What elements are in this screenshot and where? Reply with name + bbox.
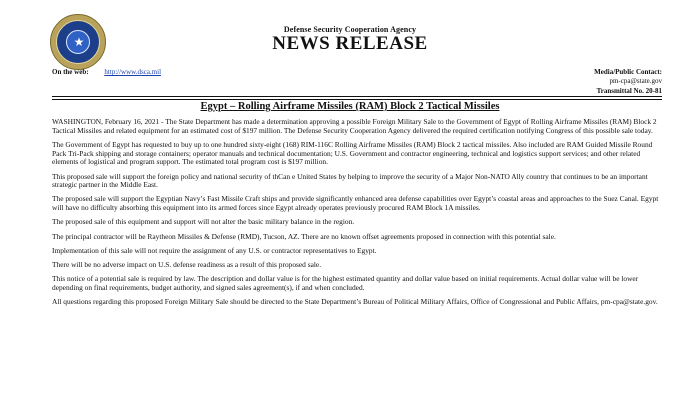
release-headline: Egypt – Rolling Airframe Missiles (RAM) Block 2 Tactical Missiles [200, 101, 500, 112]
agency-name: Defense Security Cooperation Agency [283, 25, 417, 34]
paragraph: The proposed sale of this equipment and support will not alter the basic military balance in the region. [52, 217, 355, 227]
web-line [52, 68, 161, 76]
web-link[interactable]: http://www.dsca.mil [104, 68, 162, 76]
web-label: On the web: [52, 68, 89, 76]
paragraph: There will be no adverse impact on U.S. defense readiness as a result of this proposed sale. [52, 259, 322, 269]
header-divider-thick [52, 96, 662, 97]
page-title: NEWS RELEASE [272, 33, 428, 54]
contact-label: Media/Public Contact: [594, 68, 662, 76]
paragraph: The proposed sale will support the Egyptian Navy’s Fast Missile Craft ships and provide significantly enhanced area defense capabilities over Egypt’s coastal areas and approaches to the Suez Canal. Egypt will have no difficulty absorbing this equipment into its armed forces since Egypt already operates previously procured RAM Block 1A missiles. [52, 194, 659, 213]
release-body [52, 118, 662, 312]
media-contact [594, 68, 662, 86]
contact-email[interactable]: pm-cpa@state.gov [609, 77, 662, 85]
paragraph: The principal contractor will be Raytheon Missiles & Defense (RMD), Tucson, AZ. There are no known offset agreements proposed in connection with this potential sale. [52, 231, 556, 241]
transmittal-number: Transmittal No. 20-81 [596, 87, 662, 95]
paragraph: This notice of a potential sale is required by law. The description and dollar value is for the highest estimated quantity and dollar value based on initial requirements. Actual dollar value will be lower depending on final requirements, budget authority, and signed sales agreement(s), if and when concluded. [52, 274, 639, 292]
seal-star-icon: ★ [73, 35, 85, 49]
paragraph: All questions regarding this proposed Foreign Military Sale should be directed to the State Department’s Bureau of Political Military Affairs, Office of Congressional and Public Affairs, pm-cpa@state.gov. [52, 297, 658, 307]
paragraph: The Government of Egypt has requested to buy up to one hundred sixty-eight (168) RIM-116C Rolling Airframe Missiles (RAM) Block 2 tactical missiles. Also included are RAM Guided Missile Round Pack Tri-Pack shipping and storage containers; operator manuals and technical documentation; U.S. Government and contractor engineering, technical and logistics support services; and other related elements of logistical and program support. The estimated total program cost is $197 million. [52, 139, 653, 167]
paragraph: This proposed sale will support the foreign policy and national security of thCan e United States by helping to improve the security of a Major Non-NATO Ally country that continues to be an important strategic partner in the Middle East. [52, 171, 648, 190]
header-divider-thin [52, 99, 662, 100]
paragraph: Implementation of this sale will not require the assignment of any U.S. or contractor representatives to Egypt. [52, 245, 377, 255]
paragraph: WASHINGTON, February 16, 2021 - The State Department has made a determination approving a possible Foreign Military Sale to the Government of Egypt of Rolling Airframe Missiles (RAM) Block 2 Tactical Missiles and related equipment for an estimated cost of $197 million. The Defense Security Cooperation Agency delivered the required certification notifying Congress of this possible sale today. [52, 117, 657, 135]
